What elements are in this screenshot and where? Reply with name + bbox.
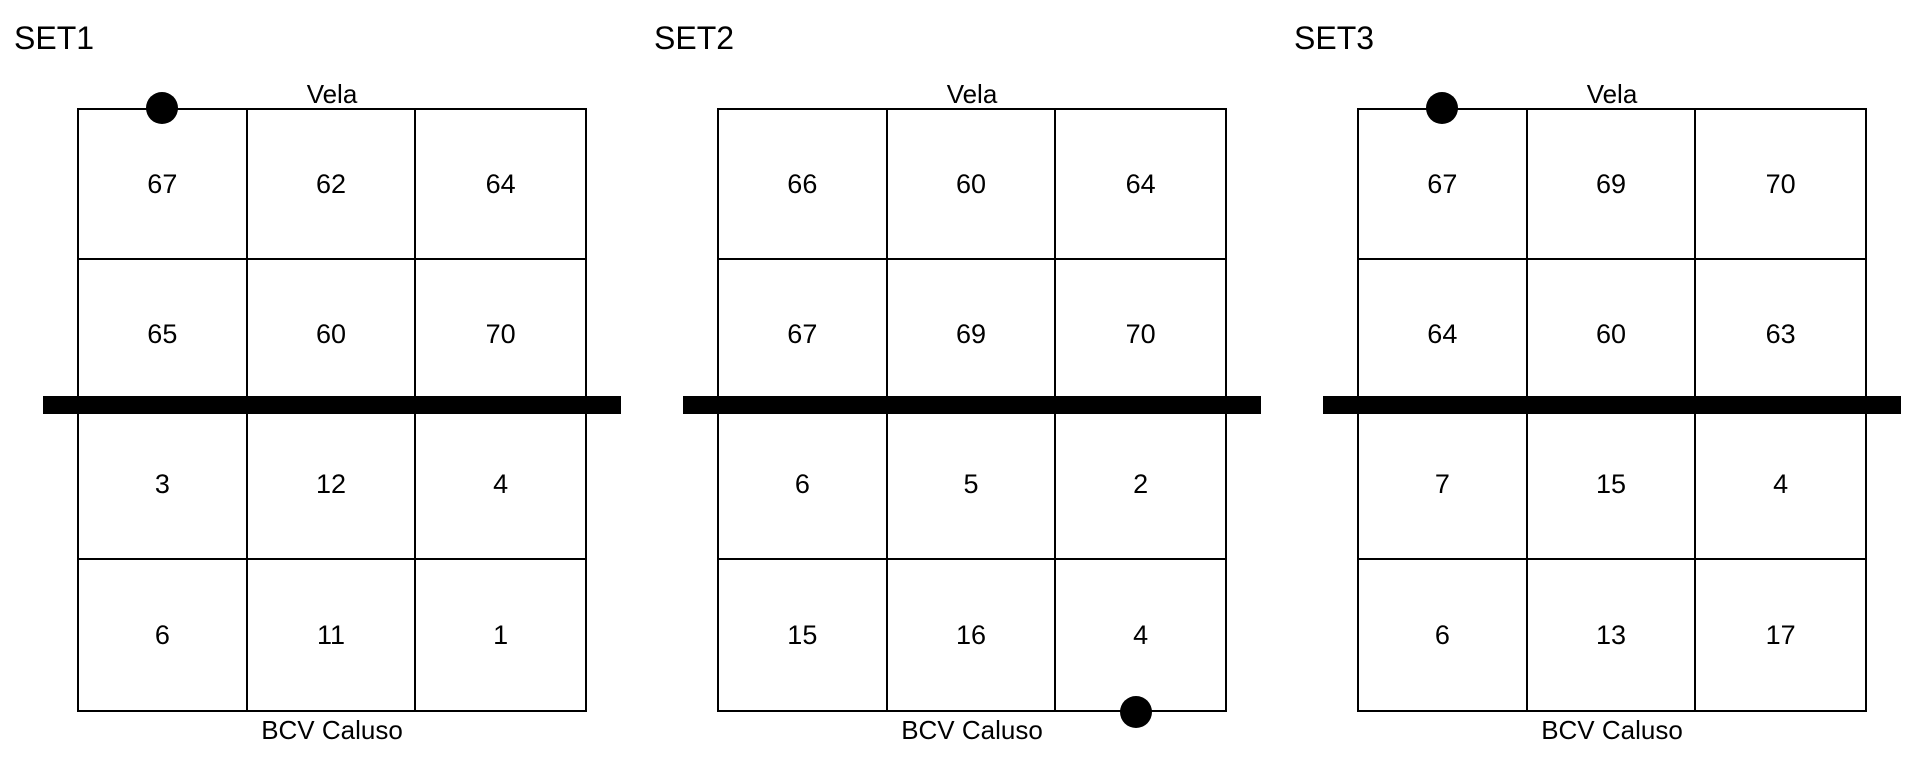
set-2-cell-r1-c3: 64 (1056, 110, 1225, 260)
set-3-top-label: Vela (1586, 79, 1638, 109)
set-1-title: SET1 (14, 20, 95, 56)
set-3-cell-r1-c1: 67 (1359, 110, 1528, 260)
set-1-top-label: Vela (306, 79, 358, 109)
set-1-cell-r4-c2: 11 (248, 560, 417, 710)
set-2-cell-r2-c3: 70 (1056, 260, 1225, 410)
set-2-cell-r4-c2: 16 (888, 560, 1057, 710)
set-1-bottom-label: BCV Caluso (261, 715, 403, 745)
set-1-cell-r4-c1: 6 (79, 560, 248, 710)
set-1-cell-r4-c3: 1 (493, 619, 509, 650)
set-3-title: SET3 (1294, 20, 1375, 56)
set-2-top-label: Vela (946, 79, 998, 109)
set-2-cell-r3-c1: 6 (719, 410, 888, 560)
set-2-cell-r2-c2: 69 (888, 260, 1057, 410)
set-1-divider-bar (43, 396, 621, 414)
set-2-divider-bar (683, 396, 1261, 414)
set-2-cell-r1-c1: 66 (719, 110, 888, 260)
set-3-cell-r2-c1: 64 (1359, 260, 1528, 410)
set-3-cell-r3-c2: 15 (1528, 410, 1697, 560)
set-2-cell-r3-c3: 2 (1056, 410, 1225, 560)
set-1-marker-dot (146, 92, 178, 124)
set-2-cell-r2-c1: 67 (719, 260, 888, 410)
set-2-panel (640, 0, 1280, 768)
set-1-cell-r1-c1: 67 (79, 110, 248, 260)
set-3-cell-r2-c2: 60 (1528, 260, 1697, 410)
set-2-title: SET2 (654, 20, 735, 56)
set-3-cell-r2-c3: 63 (1696, 260, 1865, 410)
set-2-cell-r1-c2: 60 (888, 110, 1057, 260)
set-1-cell-r1-c3: 64 (416, 110, 585, 260)
set-1-cell-r2-c2: 60 (248, 260, 417, 410)
set-3-bottom-label: BCV Caluso (1541, 715, 1683, 745)
set-3-cell-r4-c2: 13 (1528, 560, 1697, 710)
set-1-panel (0, 0, 640, 768)
set-3-cell-r3-c1: 7 (1359, 410, 1528, 560)
set-2-cell-r4-c3: 4 (1133, 619, 1149, 650)
set-1-cell-r2-c1: 65 (79, 260, 248, 410)
set-3-cell-r4-c3: 17 (1765, 619, 1796, 650)
set-3-cell-r1-c2: 69 (1528, 110, 1697, 260)
set-2-cell-r3-c2: 5 (888, 410, 1057, 560)
set-1-cell-r3-c2: 12 (248, 410, 417, 560)
set-3-cell-r3-c3: 4 (1696, 410, 1865, 560)
set-3-cell-r4-c1: 6 (1359, 560, 1528, 710)
set-3-panel (1280, 0, 1920, 768)
set-2-bottom-label: BCV Caluso (901, 715, 1043, 745)
set-1-cell-r3-c1: 3 (79, 410, 248, 560)
set-2-cell-r4-c1: 15 (719, 560, 888, 710)
set-1-cell-r3-c3: 4 (416, 410, 585, 560)
set-1-cell-r2-c3: 70 (416, 260, 585, 410)
set-3-marker-dot (1426, 92, 1458, 124)
set-3-divider-bar (1323, 396, 1901, 414)
set-2-marker-dot (1120, 696, 1152, 728)
set-3-cell-r1-c3: 70 (1696, 110, 1865, 260)
set-1-cell-r1-c2: 62 (248, 110, 417, 260)
